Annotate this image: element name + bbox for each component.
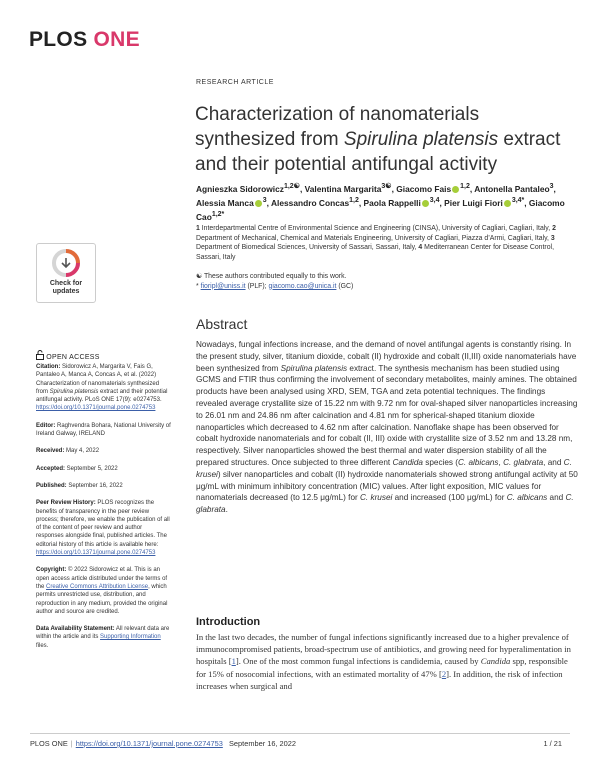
author-list: Agnieszka Sidorowicz$^{1,2☯}$, Valentina Margarita$^{3☯}$, Giacomo Fais $^{1,2}$, Antonella Pantaleo$^3$, Alessia Manca $^3$, Alessandro Concas$^{1,2}$, Paola Rappelli $^{3,4}$, Pier Luigi Fiori $^{3,4*}$, Giacomo Cao$^{1,2*}$ xyxy=(196,183,565,222)
author-superscript: 3☯ xyxy=(381,183,392,190)
author-superscript: 3 xyxy=(549,183,554,190)
copyright-label: Copyright: xyxy=(36,567,67,574)
author-name[interactable]: Valentina Margarita xyxy=(304,183,382,194)
copyright-text: © 2022 Sidorowicz et al. This is an open access article distributed under the terms of the xyxy=(36,567,168,590)
peer-review-link[interactable]: https://doi.org/10.1371/journal.pone.0274753 xyxy=(36,550,156,557)
author-superscript: 1,2 xyxy=(460,183,470,190)
email-link[interactable]: giacomo.cao@unica.it xyxy=(268,282,337,290)
citation-text: extract and their potential antifungal activity. PLoS ONE 17(9): e0274753. xyxy=(36,388,168,404)
orcid-icon[interactable] xyxy=(452,186,459,193)
email-initials: (PLF); xyxy=(245,282,269,290)
data-availability-text: All relevant data are within the article and its xyxy=(36,626,170,641)
abstract-species: C. albicans xyxy=(458,457,499,467)
orcid-icon[interactable] xyxy=(422,200,429,207)
abstract-body xyxy=(196,339,578,516)
published-label: Published: xyxy=(36,482,67,489)
reference-link[interactable]: 2 xyxy=(441,668,447,679)
orcid-icon[interactable] xyxy=(255,200,262,207)
title-line-2a: synthesized from xyxy=(195,129,344,150)
author-superscript: 1,2 xyxy=(349,196,359,204)
copyright xyxy=(36,566,171,616)
author-name[interactable]: Pier Luigi Fiori xyxy=(444,197,503,208)
footer-left xyxy=(30,739,296,748)
author-name[interactable]: Giacomo Cao xyxy=(196,197,565,222)
aff-text: Department of Mechanical, Chemical and Materials Engineering, University of Cagliari, Piazza d’Armi, Cagliari, Italy, xyxy=(196,234,549,242)
title-line-3: and their potential antifungal activity xyxy=(195,154,498,175)
email-initials: (GC) xyxy=(336,282,354,290)
editor xyxy=(36,422,171,439)
abstract-species: C. krusei xyxy=(360,493,393,503)
citation-doi-link[interactable]: https://doi.org/10.1371/journal.pone.0274753 xyxy=(36,405,156,412)
intro-text: spp, responsible for 15% of nosocomial infections, with an estimated mortality of 47% [ xyxy=(196,656,568,679)
citation-label: Citation: xyxy=(36,364,61,370)
email-link[interactable]: fioripl@uniss.it xyxy=(200,282,246,290)
abstract-species: C. krusei xyxy=(196,457,572,479)
equal-contribution-note: ☯ These authors contributed equally to this work. xyxy=(196,273,347,280)
title-line-2c: extract xyxy=(498,129,561,150)
citation-species: Spirulina platensis xyxy=(49,388,99,395)
aff-number: 2 xyxy=(552,225,556,232)
citation-text: Sidorowicz A, Margarita V, Fais G, Pantaleo A, Manca A, Concas A, et al. (2022) Characterization of nanomaterials synthesized from xyxy=(36,364,160,395)
logo-plos: PLOS xyxy=(29,28,88,51)
abstract-text: and increased (100 μg/mL) for xyxy=(392,493,507,503)
article-type: RESEARCH ARTICLE xyxy=(196,79,274,86)
footer-separator: | xyxy=(70,739,73,748)
published-date: September 16, 2022 xyxy=(66,482,123,489)
abstract-species: Spirulina platensis xyxy=(280,363,348,373)
published xyxy=(36,482,171,490)
badge-line-1: Check for xyxy=(49,280,83,287)
affiliations xyxy=(196,224,576,262)
aff-text: Department of Biomedical Sciences, University of Sassari, Sassari, Italy, xyxy=(196,244,417,251)
author-name[interactable]: Giacomo Fais xyxy=(396,183,452,194)
author-superscript: 1,2☯ xyxy=(283,183,300,190)
badge-text xyxy=(37,280,95,296)
peer-review-text: PLOS recognizes the benefits of transparency in the peer review process; therefore, we enable the publication of all of the content of peer review and author responses alongside final, published articles. The editorial history of this article is available here: xyxy=(36,500,170,548)
intro-text: ]. One of the most common fungal infections is candidemia, caused by xyxy=(235,656,481,667)
peer-review-label: Peer Review History: xyxy=(36,500,96,507)
footer-date: September 16, 2022 xyxy=(229,739,296,748)
accepted-date: September 5, 2022 xyxy=(65,465,118,472)
aff-number: 1 xyxy=(196,225,200,232)
received-date: May 4, 2022 xyxy=(64,448,100,455)
journal-logo[interactable] xyxy=(29,28,140,52)
license-link[interactable]: Creative Commons Attribution License xyxy=(46,583,149,590)
corresponding-mark: * xyxy=(196,282,199,290)
intro-text: ]. In addition, the risk of infection increases when surgical and xyxy=(196,668,563,691)
abstract-species: Candida xyxy=(392,457,423,467)
abstract-text: , xyxy=(498,457,504,467)
title-species: Spirulina platensis xyxy=(343,129,499,150)
aff-text: Interdepartmental Centre of Environmental Science and Engineering (CINSA), University of Cagliari, Cagliari, Italy, xyxy=(201,225,551,232)
article-info-sidebar xyxy=(36,363,171,659)
abstract-text: Nowadays, fungal infections increase, and the demand of novel antifungal agents is constantly rising. In the present study, silver, titanium dioxide, cobalt (II) hydroxide and cobalt (II,III) oxide nanomaterials have been synthesized from xyxy=(196,340,577,373)
editor-label: Editor: xyxy=(36,422,56,429)
abstract-text: ) silver nanoparticles and cobalt (II) hydroxide nanomaterials showed strong antifungal activity at 50 μg/mL with minimum inhibitory concentration (MIC) values. After light exposition, MIC values for nanomaterials decreased (to 12.5 μg/mL) for xyxy=(196,469,578,503)
data-availability xyxy=(36,625,171,650)
footer-divider xyxy=(30,733,570,734)
abstract-text: extract. The synthesis mechanism has been studied using GCMS and FTIR thus confirming the involvement of secondary metabolites, mainly amines. The obtained products have been analysed using XRD, SEM, TGA and zeta potential techniques. The findings revealed average crystallite size of 15.22 nm with 9.72 nm for oval-shaped silver nanoparticles increasing to 26.01 nm and 24.86 nm after calcination and 4.81 nm for spherical-shaped titanium dioxide nanoparticles which decreased to 4.62 nm after calcination. Nanoflake shape has been observed for cobalt hydroxide nanomaterials and for cobalt (II, III) oxide with crystallite size of 3.52 nm and 13.28 nm, respectively. Silver nanoparticles showed the best thermal and water dispersion stability of all the prepared structures. Once subjected to three different xyxy=(196,363,578,467)
page-number: 1 / 21 xyxy=(543,739,562,748)
author-superscript: 3,4* xyxy=(511,196,525,204)
author-superscript: 3,4 xyxy=(429,196,440,204)
update-ring-icon xyxy=(52,249,80,277)
footer-doi-link[interactable]: https://doi.org/10.1371/journal.pone.0274753 xyxy=(75,739,223,748)
accepted xyxy=(36,465,171,473)
data-availability-label: Data Availability Statement: xyxy=(36,626,115,633)
page-footer xyxy=(0,733,600,751)
author-name[interactable]: Alessandro Concas xyxy=(270,197,350,208)
citation xyxy=(36,363,171,413)
author-name[interactable]: Agnieszka Sidorowicz xyxy=(196,183,284,194)
check-for-updates-badge[interactable] xyxy=(36,243,96,303)
introduction-heading: Introduction xyxy=(196,616,261,628)
abstract-species: C. glabrata xyxy=(503,457,544,467)
open-access-text: OPEN ACCESS xyxy=(46,354,100,361)
editor-text: Raghvendra Bohara, National University of Ireland Galway, IRELAND xyxy=(36,422,171,438)
reference-link[interactable]: 1 xyxy=(231,656,236,667)
author-name[interactable]: Antonella Pantaleo xyxy=(474,183,550,194)
author-name[interactable]: Alessia Manca xyxy=(196,197,254,208)
title-line-1: Characterization of nanomaterials xyxy=(195,104,480,125)
aff-text: Mediterranean Center for Disease Control, Sassari, Italy xyxy=(196,244,554,261)
intro-text: In the last two decades, the number of fungal infections significantly increased due to a higher prevalence of immunocompromised patients, broad-spectrum use of antibiotics, and growing need for hyperalimentation in hospitals [ xyxy=(196,632,571,667)
aff-number: 3 xyxy=(550,234,555,242)
abstract-text: and xyxy=(547,493,566,503)
logo-one: ONE xyxy=(93,28,140,51)
author-name[interactable]: Paola Rappelli xyxy=(363,197,421,208)
author-superscript: 3 xyxy=(262,196,267,204)
open-access-label xyxy=(36,350,100,361)
abstract-text: , and xyxy=(543,457,564,467)
received xyxy=(36,447,171,455)
footer-journal: PLOS ONE xyxy=(30,739,68,748)
badge-line-2: updates xyxy=(52,288,80,295)
open-lock-icon xyxy=(36,350,44,360)
abstract-species: C. albicans xyxy=(506,493,548,503)
data-availability-text: files. xyxy=(36,642,49,649)
supporting-info-link[interactable]: Supporting Information xyxy=(100,634,161,641)
aff-number: 4 xyxy=(418,244,423,251)
copyright-text: , which permits unrestricted use, distribution, and reproduction in any medium, provided the original author and source are credited. xyxy=(36,583,168,615)
author-superscript: 1,2* xyxy=(211,210,225,218)
author-notes xyxy=(196,272,576,291)
article-title xyxy=(195,102,575,177)
abstract-species: C. glabrata xyxy=(196,493,574,515)
received-label: Received: xyxy=(36,448,65,455)
accepted-label: Accepted: xyxy=(36,465,66,472)
introduction-body xyxy=(196,631,580,692)
intro-species: Candida xyxy=(480,656,511,667)
peer-review-history xyxy=(36,499,171,557)
abstract-heading: Abstract xyxy=(196,316,248,332)
orcid-icon[interactable] xyxy=(504,200,511,207)
abstract-text: species ( xyxy=(422,457,459,467)
abstract-text: . xyxy=(225,505,228,515)
